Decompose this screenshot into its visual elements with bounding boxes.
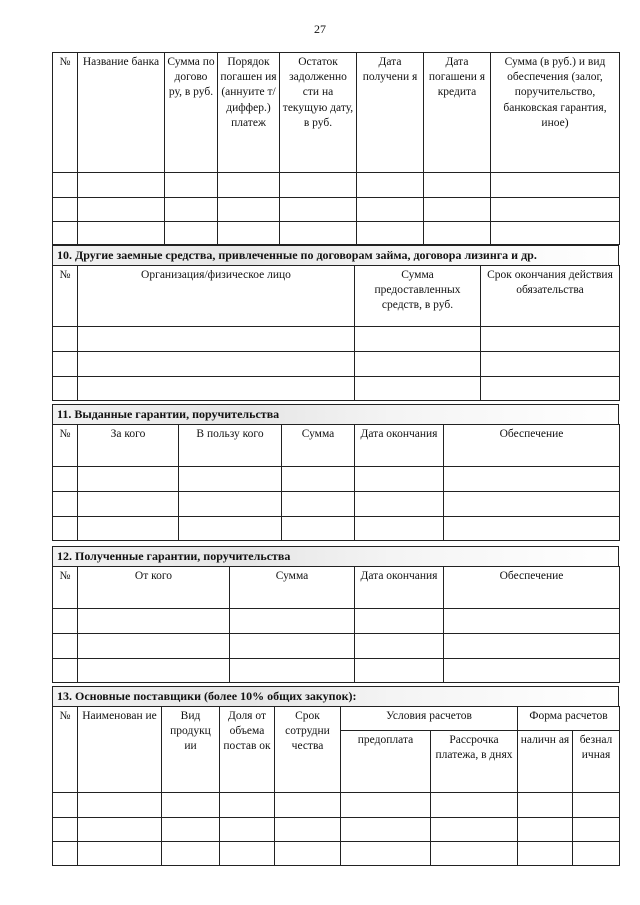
- header-amount: Сумма: [282, 425, 355, 467]
- header-number: №: [53, 425, 78, 467]
- table-row: [53, 377, 620, 401]
- table-row: [53, 818, 620, 842]
- section-title: 12. Полученные гарантии, поручительства: [52, 546, 619, 566]
- header-prepayment: предоплата: [341, 731, 431, 793]
- header-receipt-date: Дата получени я: [357, 53, 424, 173]
- header-contract-sum: Сумма по догово ру, в руб.: [165, 53, 218, 173]
- other-borrowings-section: [52, 245, 619, 401]
- header-security: Обеспечение: [444, 425, 620, 467]
- table-row: [53, 352, 620, 377]
- table-row: [53, 659, 620, 683]
- header-number: №: [53, 707, 78, 793]
- header-payment-form: Форма расчетов: [518, 707, 620, 731]
- header-for-whom: За кого: [78, 425, 179, 467]
- header-payment-terms: Условия расчетов: [341, 707, 518, 731]
- header-from-whom: От кого: [78, 567, 230, 609]
- header-installment-days: Рассрочка платежа, в днях: [431, 731, 518, 793]
- header-number: №: [53, 53, 78, 173]
- table-row: [53, 173, 620, 198]
- bank-loans-header-row: [53, 53, 620, 173]
- table-row: [53, 222, 620, 245]
- header-cooperation-term: Срок сотрудни чества: [275, 707, 341, 793]
- received-guarantees-header-row: [53, 567, 620, 609]
- table-row: [53, 517, 620, 541]
- header-repayment-order: Порядок погашен ия (аннуите т/ диффер.) платеж: [218, 53, 280, 173]
- section-title: 11. Выданные гарантии, поручительства: [52, 404, 619, 424]
- header-number: №: [53, 567, 78, 609]
- header-name: Наименован ие: [78, 707, 162, 793]
- received-guarantees-section: [52, 546, 619, 683]
- header-number: №: [53, 266, 78, 327]
- issued-guarantees-header-row: [53, 425, 620, 467]
- suppliers-header-row: [53, 707, 620, 731]
- header-bank-name: Название банка: [78, 53, 165, 173]
- bank-loans-table: [52, 52, 619, 245]
- section-title: 10. Другие заемные средства, привлеченные по договорам займа, договора лизинга и др.: [52, 245, 619, 265]
- header-repayment-date: Дата погашени я кредита: [424, 53, 491, 173]
- table-row: [53, 492, 620, 517]
- header-obligation-end: Срок окончания действия обязательства: [481, 266, 620, 327]
- header-organization: Организация/физическое лицо: [78, 266, 355, 327]
- table-row: [53, 609, 620, 634]
- table-row: [53, 634, 620, 659]
- page-number: 27: [314, 22, 326, 36]
- table-row: [53, 842, 620, 866]
- header-security: Обеспечение: [444, 567, 620, 609]
- table-row: [53, 467, 620, 492]
- main-suppliers-section: [52, 686, 619, 866]
- section-title: 13. Основные поставщики (более 10% общих закупок):: [52, 686, 619, 706]
- header-end-date: Дата окончания: [355, 425, 444, 467]
- header-end-date: Дата окончания: [355, 567, 444, 609]
- other-borrowings-header-row: [53, 266, 620, 327]
- header-amount-provided: Сумма предоставленных средств, в руб.: [355, 266, 481, 327]
- header-amount: Сумма: [230, 567, 355, 609]
- header-cashless: безнал ичная: [573, 731, 620, 793]
- header-product-type: Вид продукц ии: [162, 707, 220, 793]
- table-row: [53, 793, 620, 818]
- header-in-favor-of: В пользу кого: [179, 425, 282, 467]
- table-row: [53, 327, 620, 352]
- header-supply-share: Доля от объема постав ок: [220, 707, 275, 793]
- header-debt-balance: Остаток задолженно сти на текущую дату, в руб.: [280, 53, 357, 173]
- table-row: [53, 198, 620, 222]
- header-cash: наличн ая: [518, 731, 573, 793]
- header-collateral: Сумма (в руб.) и вид обеспечения (залог, поручительство, банковская гарантия, иное): [491, 53, 620, 173]
- issued-guarantees-section: [52, 404, 619, 541]
